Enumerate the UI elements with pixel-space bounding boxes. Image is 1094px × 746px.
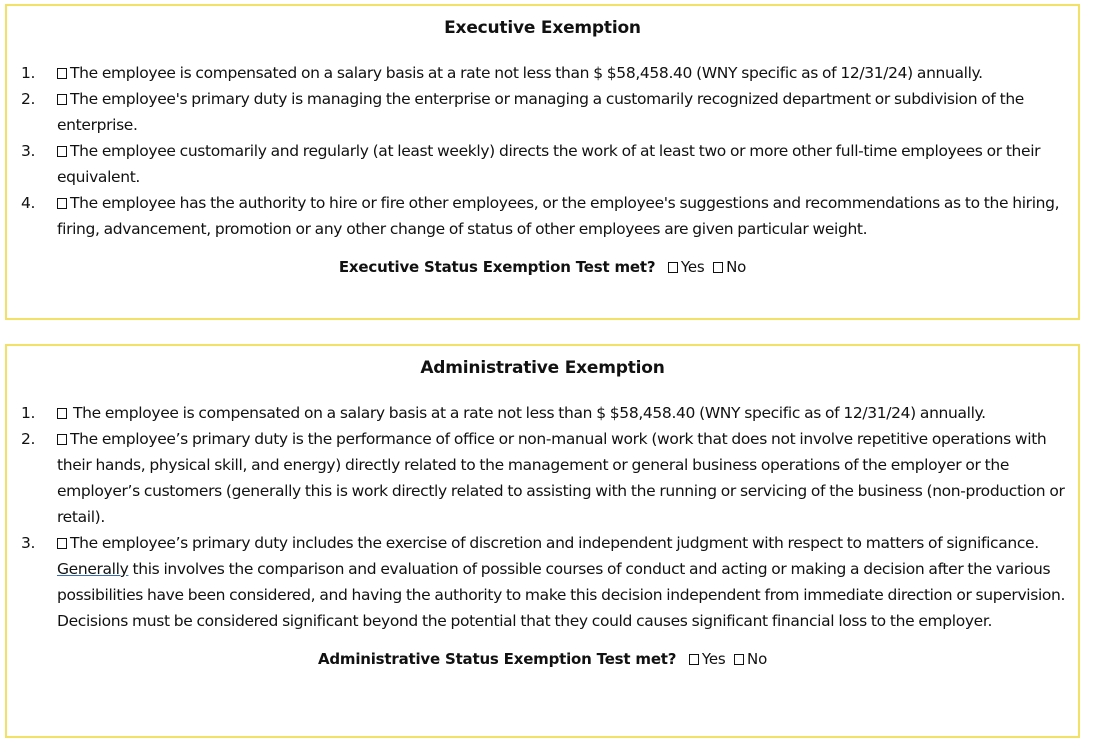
checkbox-icon[interactable] <box>57 538 67 549</box>
criterion-text: The employee is compensated on a salary basis at a rate not less than $ $58,458.40 (WNY specific as of 12/31/24) annually. <box>73 404 986 422</box>
checkbox-icon[interactable] <box>57 198 67 209</box>
executive-test-question: Executive Status Exemption Test met? <box>338 258 656 276</box>
item-number: 3. <box>21 142 36 160</box>
executive-criterion-1 <box>7 60 1078 86</box>
spellcheck-underlined-word[interactable]: Generally <box>57 560 129 578</box>
checkbox-icon[interactable] <box>57 408 67 419</box>
yes-label: Yes <box>701 650 726 668</box>
criterion-text: The employee has the authority to hire or fire other employees, or the employee's suggestions and recommendations as to the hiring, firing, advancement, promotion or any other change of status of other employees are given particular weight. <box>57 194 1060 238</box>
yes-checkbox-icon[interactable] <box>689 654 699 665</box>
item-number: 2. <box>21 430 36 448</box>
executive-criterion-4 <box>7 190 1078 242</box>
item-number: 1. <box>21 404 36 422</box>
executive-exemption-section <box>5 4 1080 320</box>
checkbox-icon[interactable] <box>57 146 67 157</box>
administrative-criterion-2 <box>7 426 1078 530</box>
no-label: No <box>747 650 768 668</box>
no-label: No <box>726 258 747 276</box>
executive-test-row <box>7 258 1078 276</box>
administrative-test-row <box>7 650 1078 668</box>
checkbox-icon[interactable] <box>57 68 67 79</box>
item-number: 2. <box>21 90 36 108</box>
administrative-exemption-title: Administrative Exemption <box>420 358 665 378</box>
executive-criteria-list <box>7 60 1078 242</box>
criterion-text: The employee’s primary duty is the performance of office or non-manual work (work that does not involve repetitive operations with their hands, physical skill, and energy) directly related to the management or general business operations of the employer or the employer’s customers (generally this is work directly related to assisting with the running or servicing of the business (non-production or retail). <box>57 430 1065 526</box>
yes-checkbox-icon[interactable] <box>668 262 678 273</box>
administrative-criterion-3 <box>7 530 1078 634</box>
executive-criterion-2 <box>7 86 1078 138</box>
item-number: 4. <box>21 194 36 212</box>
criterion-text: The employee customarily and regularly (at least weekly) directs the work of at least two or more other full-time employees or their equivalent. <box>57 142 1041 186</box>
executive-exemption-title: Executive Exemption <box>444 18 641 38</box>
administrative-criteria-list <box>7 400 1078 634</box>
administrative-exemption-section <box>5 344 1080 738</box>
checkbox-icon[interactable] <box>57 434 67 445</box>
criterion-text: The employee is compensated on a salary basis at a rate not less than $ $58,458.40 (WNY specific as of 12/31/24) annually. <box>70 64 983 82</box>
administrative-criterion-1 <box>7 400 1078 426</box>
item-number: 3. <box>21 534 36 552</box>
yes-label: Yes <box>680 258 705 276</box>
administrative-test-question: Administrative Status Exemption Test met? <box>317 650 677 668</box>
checkbox-icon[interactable] <box>57 94 67 105</box>
item-number: 1. <box>21 64 36 82</box>
no-checkbox-icon[interactable] <box>734 654 744 665</box>
criterion-text: The employee's primary duty is managing the enterprise or managing a customarily recognized department or subdivision of the enterprise. <box>57 90 1024 134</box>
executive-criterion-3 <box>7 138 1078 190</box>
no-checkbox-icon[interactable] <box>713 262 723 273</box>
criterion-text-after: this involves the comparison and evaluation of possible courses of conduct and acting or making a decision after the various possibilities have been considered, and having the authority to make this decision independent from immediate direction or supervision. Decisions must be considered significant beyond the potential that they could causes significant financial loss to the employer. <box>57 560 1066 630</box>
criterion-text-before: The employee’s primary duty includes the exercise of discretion and independent judgment with respect to matters of significance. <box>70 534 1039 552</box>
